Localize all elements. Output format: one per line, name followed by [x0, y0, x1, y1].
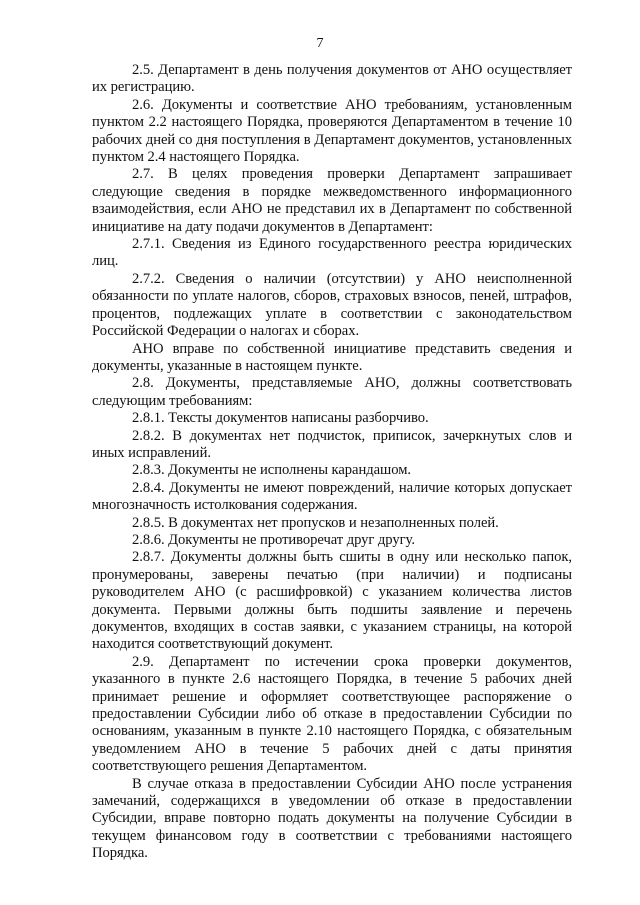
paragraph-2-7-2: 2.7.2. Сведения о наличии (отсутствии) у АНО неисполненной обязанности по уплате налогов, сборов, страховых взносов, пеней, штрафов, процентов, подлежащих уплате в соответствии с законодательством Российской Федерации о налогах и сборах.	[92, 270, 572, 340]
paragraph-2-8-2: 2.8.2. В документах нет подчисток, приписок, зачеркнутых слов и иных исправлений.	[92, 427, 572, 461]
paragraph-2-8-4: 2.8.4. Документы не имеют повреждений, наличие которых допускает многозначность истолкования содержания.	[92, 479, 572, 514]
paragraph-2-8-1: 2.8.1. Тексты документов написаны разборчиво.	[132, 410, 429, 427]
page-number: 7	[316, 36, 324, 51]
paragraph-refusal-case: В случае отказа в предоставлении Субсидии АНО после устранения замечаний, содержащихся в уведомлении об отказе в предоставлении Субсидии, вправе повторно подать документы на получение Субсидии в текущем финансовом году в соответствии с требованиями настоящего Порядка.	[92, 775, 572, 862]
paragraph-2-8-6: 2.8.6. Документы не противоречат друг другу.	[132, 531, 415, 548]
paragraph-2-8-7: 2.8.7. Документы должны быть сшиты в одну или несколько папок, пронумерованы, заверены печатью (при наличии) и подписаны руководителем АНО (с расшифровкой) с указанием количества листов документа. Первыми должны быть подшиты заявление и перечень документов, входящих в состав заявки, с указанием страницы, на которой находится соответствующий документ.	[92, 549, 572, 653]
paragraph-2-5: 2.5. Департамент в день получения документов от АНО осуществляет их регистрацию.	[92, 62, 572, 96]
paragraph-ano-right: АНО вправе по собственной инициативе представить сведения и документы, указанные в настоящем пункте.	[92, 340, 572, 374]
paragraph-2-6: 2.6. Документы и соответствие АНО требованиям, установленным пунктом 2.2 настоящего Порядка, проверяются Департаментом в течение 10 рабочих дней со дня поступления в Департамент документов, установленных пунктом 2.4 настоящего Порядка.	[92, 96, 572, 166]
paragraph-2-7: 2.7. В целях проведения проверки Департамент запрашивает следующие сведения в порядке межведомственного информационного взаимодействия, если АНО не представил их в Департамент по собственной инициативе на дату подачи документов в Департамент:	[92, 166, 572, 235]
paragraph-2-9: 2.9. Департамент по истечении срока проверки документов, указанного в пункте 2.6 настоящего Порядка, в течение 5 рабочих дней принимает решение и оформляет соответствующее распоряжение о предоставлении Субсидии либо об отказе в предоставлении Субсидии по основаниям, указанным в пункте 2.10 настоящего Порядка, с обязательным уведомлением АНО в течение 5 рабочих дней с даты принятия соответствующего решения Департаментом.	[92, 653, 572, 775]
document-body	[92, 62, 572, 863]
paragraph-2-8-5: 2.8.5. В документах нет пропусков и незаполненных полей.	[132, 514, 499, 531]
paragraph-2-8-3: 2.8.3. Документы не исполнены карандашом.	[132, 462, 411, 479]
paragraph-2-7-1: 2.7.1. Сведения из Единого государственного реестра юридических лиц.	[92, 236, 572, 270]
paragraph-2-8: 2.8. Документы, представляемые АНО, должны соответствовать следующим требованиям:	[92, 375, 572, 409]
